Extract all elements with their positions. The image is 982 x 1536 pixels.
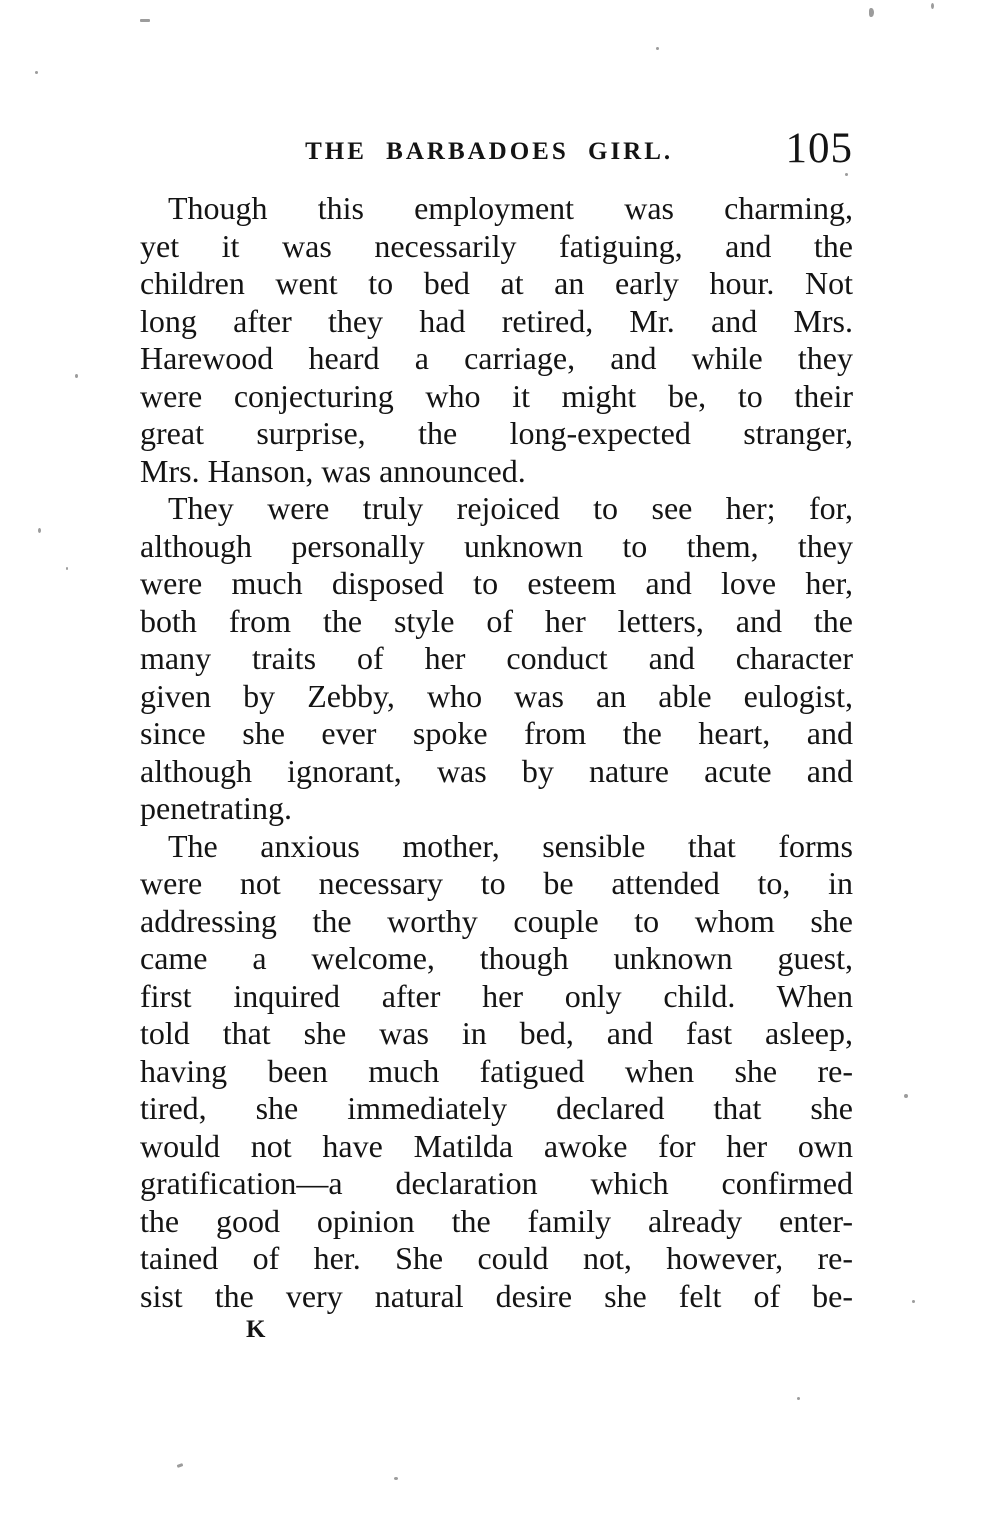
text-line: although ignorant, was by nature acute and (140, 752, 853, 789)
scan-speckle (394, 1477, 398, 1480)
text-line: great surprise, the long-expected stranger, (140, 415, 853, 451)
paragraph (140, 490, 853, 828)
scan-speckle (656, 47, 659, 50)
text-line: yet it was necessarily fatiguing, and the (140, 227, 853, 264)
scan-speckle (140, 19, 150, 22)
paragraph (140, 190, 853, 490)
text-line: both from the style of her letters, and the (140, 602, 853, 639)
text-line: gratification—a declaration which confirmed (140, 1165, 853, 1201)
scan-speckle (797, 1397, 800, 1400)
text-line: the good opinion the family already enter- (140, 1202, 853, 1239)
running-title: THE BARBADOES GIRL. (305, 138, 674, 165)
text-line: tired, she immediately declared that she (140, 1090, 853, 1126)
text-line: tained of her. She could not, however, re- (140, 1240, 853, 1276)
text-line: They were truly rejoiced to see her; for, (168, 490, 853, 526)
scan-speckle (75, 374, 78, 378)
text-line: would not have Matilda awoke for her own (140, 1127, 853, 1164)
text-line: given by Zebby, who was an able eulogist, (140, 677, 853, 714)
scan-speckle (845, 173, 848, 176)
text-line: penetrating. (140, 790, 292, 826)
page-header (140, 125, 853, 172)
text-line: many traits of her conduct and character (140, 640, 853, 676)
text-line: were conjecturing who it might be, to their (140, 377, 853, 414)
scan-speckle (912, 1300, 915, 1303)
scan-speckle (869, 8, 874, 17)
scan-speckle (931, 3, 934, 9)
text-line: The anxious mother, sensible that forms (168, 827, 853, 864)
page-body (140, 190, 853, 1315)
signature-mark: K (246, 1316, 266, 1343)
text-line: first inquired after her only child. When (140, 977, 853, 1014)
text-line: children went to bed at an early hour. Not (140, 265, 853, 301)
text-line: came a welcome, though unknown guest, (140, 940, 853, 976)
scan-speckle (35, 71, 38, 74)
scan-speckle (904, 1094, 908, 1098)
text-line: addressing the worthy couple to whom she (140, 902, 853, 939)
scan-speckle (177, 1463, 184, 1468)
text-line: Though this employment was charming, (168, 190, 853, 226)
text-line: since she ever spoke from the heart, and (140, 715, 853, 751)
text-line: having been much fatigued when she re- (140, 1052, 853, 1089)
scan-speckle (38, 528, 41, 533)
paragraph (140, 828, 853, 1316)
text-line: Mrs. Hanson, was announced. (140, 452, 526, 489)
text-line: sist the very natural desire she felt of be- (140, 1277, 853, 1314)
text-line: Harewood heard a carriage, and while they (140, 340, 853, 376)
text-line: although personally unknown to them, they (140, 527, 853, 564)
text-line: were much disposed to esteem and love her, (140, 565, 853, 601)
text-line: told that she was in bed, and fast asleep, (140, 1015, 853, 1051)
scan-speckle (66, 567, 68, 570)
page-number: 105 (785, 125, 853, 172)
text-line: were not necessary to be attended to, in (140, 865, 853, 901)
text-line: long after they had retired, Mr. and Mrs. (140, 302, 853, 339)
